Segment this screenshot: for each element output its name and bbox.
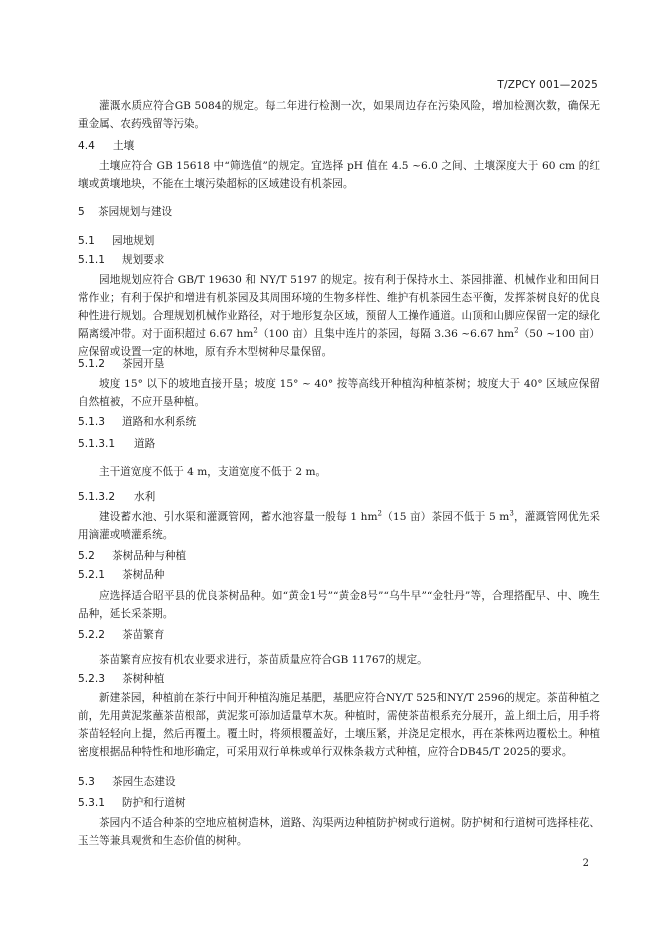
heading-5-2: 5.2 茶树品种与种植 <box>78 550 187 562</box>
road-paragraph: 主干道宽度不低于 4 m，支道宽度不低于 2 m。 <box>99 466 327 478</box>
variety-paragraph: 应选择适合昭平县的优良茶树品种。如“黄金1号”“黄金8号”“乌牛早”“金牡丹”等，合理搭配早、中、晚生品种，延长采茶期。 <box>78 590 600 620</box>
planning-paragraph: 园地规划应符合 GB/T 19630 和 NY/T 5197 的规定。按有利于保持水土、茶园排灌、机械作业和田间日常作业；有利于保护和增进有机茶园及其周围环境的生物多样性、维护有机茶园生态平衡，发挥茶树良好的优良种性进行规划。合理规划机械作业路径，对于地形复杂区域，预留人工操作通道。山顶和山脚应保留一定的绿化隔离缓冲带。对于面积超过 6.67 $hm^2(100$ 亩）且集中连片的茶园，每隔 3.36 ~6.67 $hm^2(50$ ~100 亩）应保留或设置一定的林地，原有乔木型树种尽量保留。 <box>78 274 600 358</box>
heading-5-1-3: 5.1.3 道路和水利系统 <box>78 416 197 428</box>
heading-5-1-2: 5.1.2 茶园开垦 <box>78 358 165 370</box>
heading-5-1-3-1: 5.1.3.1 道路 <box>78 438 156 450</box>
water-paragraph: 建设蓄水池、引水渠和灌溉管网，蓄水池容量一般每 1 $hm^2(15$ 亩）茶园不低于 5 $m^3$，灌溉管网优先采用滴灌或喷灌系统。 <box>78 509 601 541</box>
heading-5-2-3: 5.2.3 茶树种植 <box>78 673 165 685</box>
irrigation-paragraph: 灌溉水质应符合GB 5084的规定。每二年进行检测一次，如果周边存在污染风险，增加检测次数，确保无重金属、农药残留等污染。 <box>78 100 600 130</box>
shelter-paragraph: 茶园内不适合种茶的空地应植树造林，道路、沟渠两边种植防护树或行道树。防护树和行道树可选择桂花、玉兰等兼具观赏和生态价值的树种。 <box>78 817 600 847</box>
reclamation-paragraph: 坡度 15° 以下的坡地直接开垦；坡度 15° ~ 40° 按等高线开种植沟种植茶树；坡度大于 40° 区域应保留自然植被，不应开垦种植。 <box>78 378 600 408</box>
soil-paragraph: 土壤应符合 GB 15618 中“筛选值”的规定。宜选择 pH 值在 4.5 ~6.0 之间、土壤深度大于 60 cm 的红壤或黄壤地块，不能在土壤污染超标的区域建设有机茶园。 <box>78 160 600 190</box>
seedling-paragraph: 茶苗繁育应按有机农业要求进行，茶苗质量应符合GB 11767的规定。 <box>99 654 428 666</box>
heading-4-4: 4.4 土壤 <box>78 140 135 152</box>
heading-5-1-1: 5.1.1 规划要求 <box>78 254 165 266</box>
heading-5-2-1: 5.2.1 茶树品种 <box>78 569 165 581</box>
document-code: T/ZPCY 001—2025 <box>497 79 598 91</box>
heading-5-3-1: 5.3.1 防护和行道树 <box>78 797 186 809</box>
heading-5-3: 5.3 茶园生态建设 <box>78 776 176 788</box>
heading-5-1-3-2: 5.1.3.2 水利 <box>78 491 156 503</box>
planting-paragraph: 新建茶园，种植前在茶行中间开种植沟施足基肥，基肥应符合NY/T 525和NY/T 2596的规定。茶苗种植之前，先用黄泥浆蘸茶苗根部，黄泥浆可添加适量草木灰。种植时，需使茶苗根系充分展开，盖上细土后，用手将茶苗轻轻向上提，然后再覆土。覆土时，将须根覆盖好，土壤压紧，并浇足定根水，再在茶株两边覆松土。种植密度根据品种特性和地形确定，可采用双行单株或单行双株条栽方式种植，应符合DB45/T 2025的要求。 <box>78 692 600 758</box>
heading-5: 5 茶园规划与建设 <box>78 206 173 218</box>
page-number: 2 <box>582 858 589 869</box>
heading-5-1: 5.1 园地规划 <box>78 235 155 247</box>
heading-5-2-2: 5.2.2 茶苗繁育 <box>78 629 165 641</box>
